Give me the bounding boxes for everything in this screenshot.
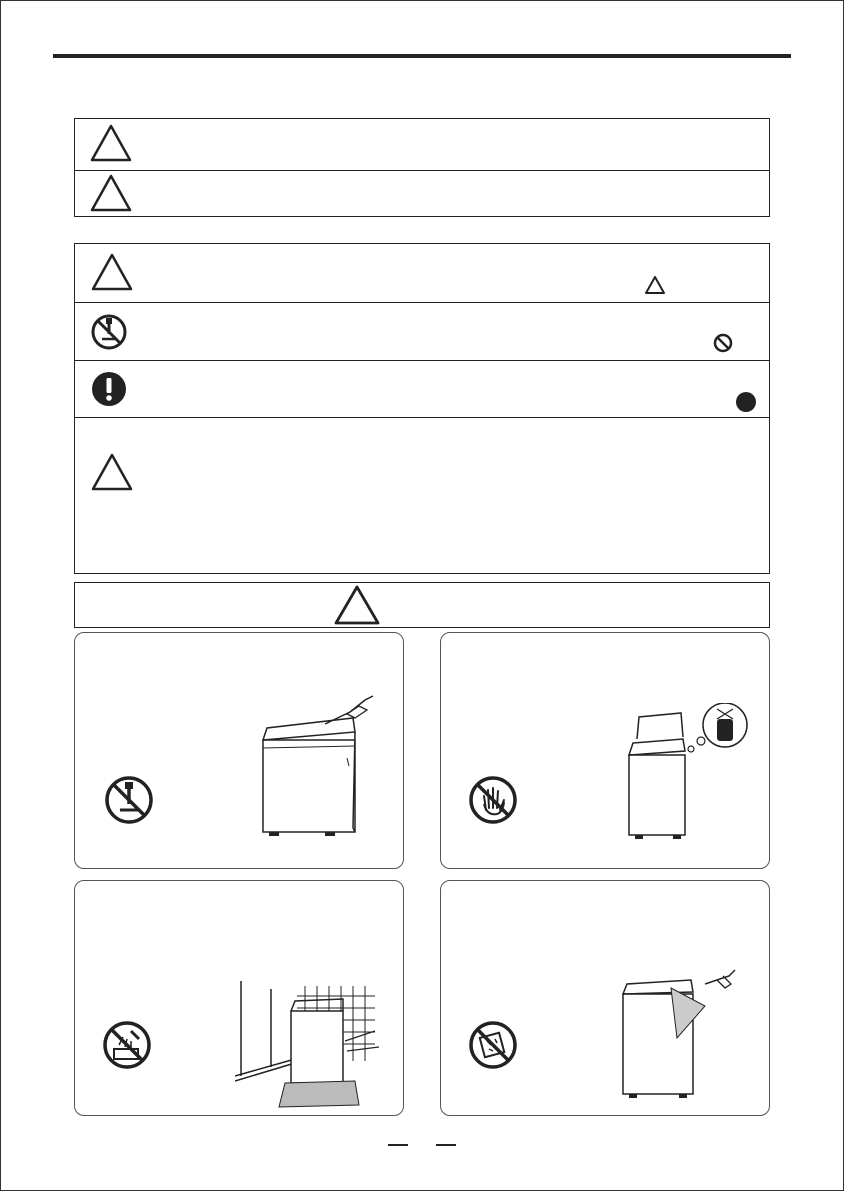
small-warning-triangle-icon [644,275,666,295]
signal-words-box [74,118,770,217]
warning-triangle-icon [90,452,134,492]
mandatory-exclamation-icon [91,371,127,407]
page-number-mark-right [436,1144,456,1146]
warnings-heading-box [74,582,770,628]
row-divider [75,360,769,361]
no-disassembly-icon [103,774,155,826]
washing-machine-illustration [255,688,385,838]
row-divider [75,417,769,418]
mandatory-dot-icon [735,391,757,413]
bathroom-washing-machine-illustration [235,981,385,1111]
no-disassembly-icon [89,312,129,352]
warning-triangle-icon [333,584,381,626]
row-divider [75,170,769,171]
warning-triangle-icon [89,123,133,163]
washing-machine-illustration [621,703,761,843]
header-rule [53,54,791,58]
no-flammable-spray-icon [467,1019,519,1071]
warning-triangle-icon [89,173,133,213]
washing-machine-spray-illustration [617,966,747,1106]
prohibited-circle-icon [712,332,734,354]
warning-card-no-wet-hands [440,632,770,869]
no-water-splash-icon [101,1019,153,1071]
warning-triangle-icon [90,252,134,292]
page-number-mark-left [388,1144,408,1146]
warning-card-no-disassembly [74,632,404,869]
symbol-legend-box [74,243,770,574]
warning-card-no-flammable [440,880,770,1116]
row-divider [75,302,769,303]
warning-card-no-water-splash [74,880,404,1116]
no-wet-hands-icon [467,774,519,826]
